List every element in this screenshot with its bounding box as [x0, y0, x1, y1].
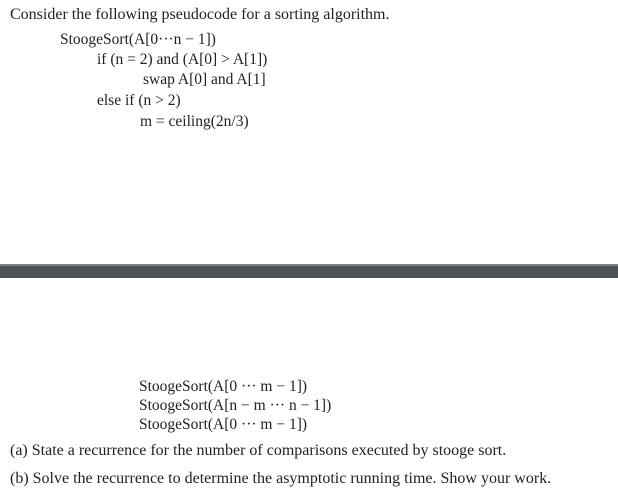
code-line-recursive-call-3: StoogeSort(A[0 ··· m − 1]) — [139, 416, 308, 433]
code-line-else-if: else if (n > 2) — [97, 92, 181, 109]
code-line-assign-m: m = ceiling(2n/3) — [140, 113, 249, 130]
code-line-recursive-call-2: StoogeSort(A[n − m ··· n − 1]) — [139, 397, 332, 414]
question-b: (b) Solve the recurrence to determine the asymptotic running time. Show your work. — [10, 470, 552, 487]
code-line-swap: swap A[0] and A[1] — [143, 71, 266, 88]
code-line-function-header: StoogeSort(A[0···n − 1]) — [60, 31, 216, 48]
page-divider — [0, 264, 618, 278]
problem-intro: Consider the following pseudocode for a sorting algorithm. — [10, 6, 390, 23]
code-line-if-condition: if (n = 2) and (A[0] > A[1]) — [97, 51, 268, 68]
code-line-recursive-call-1: StoogeSort(A[0 ··· m − 1]) — [139, 378, 308, 395]
question-a: (a) State a recurrence for the number of comparisons executed by stooge sort. — [10, 442, 507, 459]
